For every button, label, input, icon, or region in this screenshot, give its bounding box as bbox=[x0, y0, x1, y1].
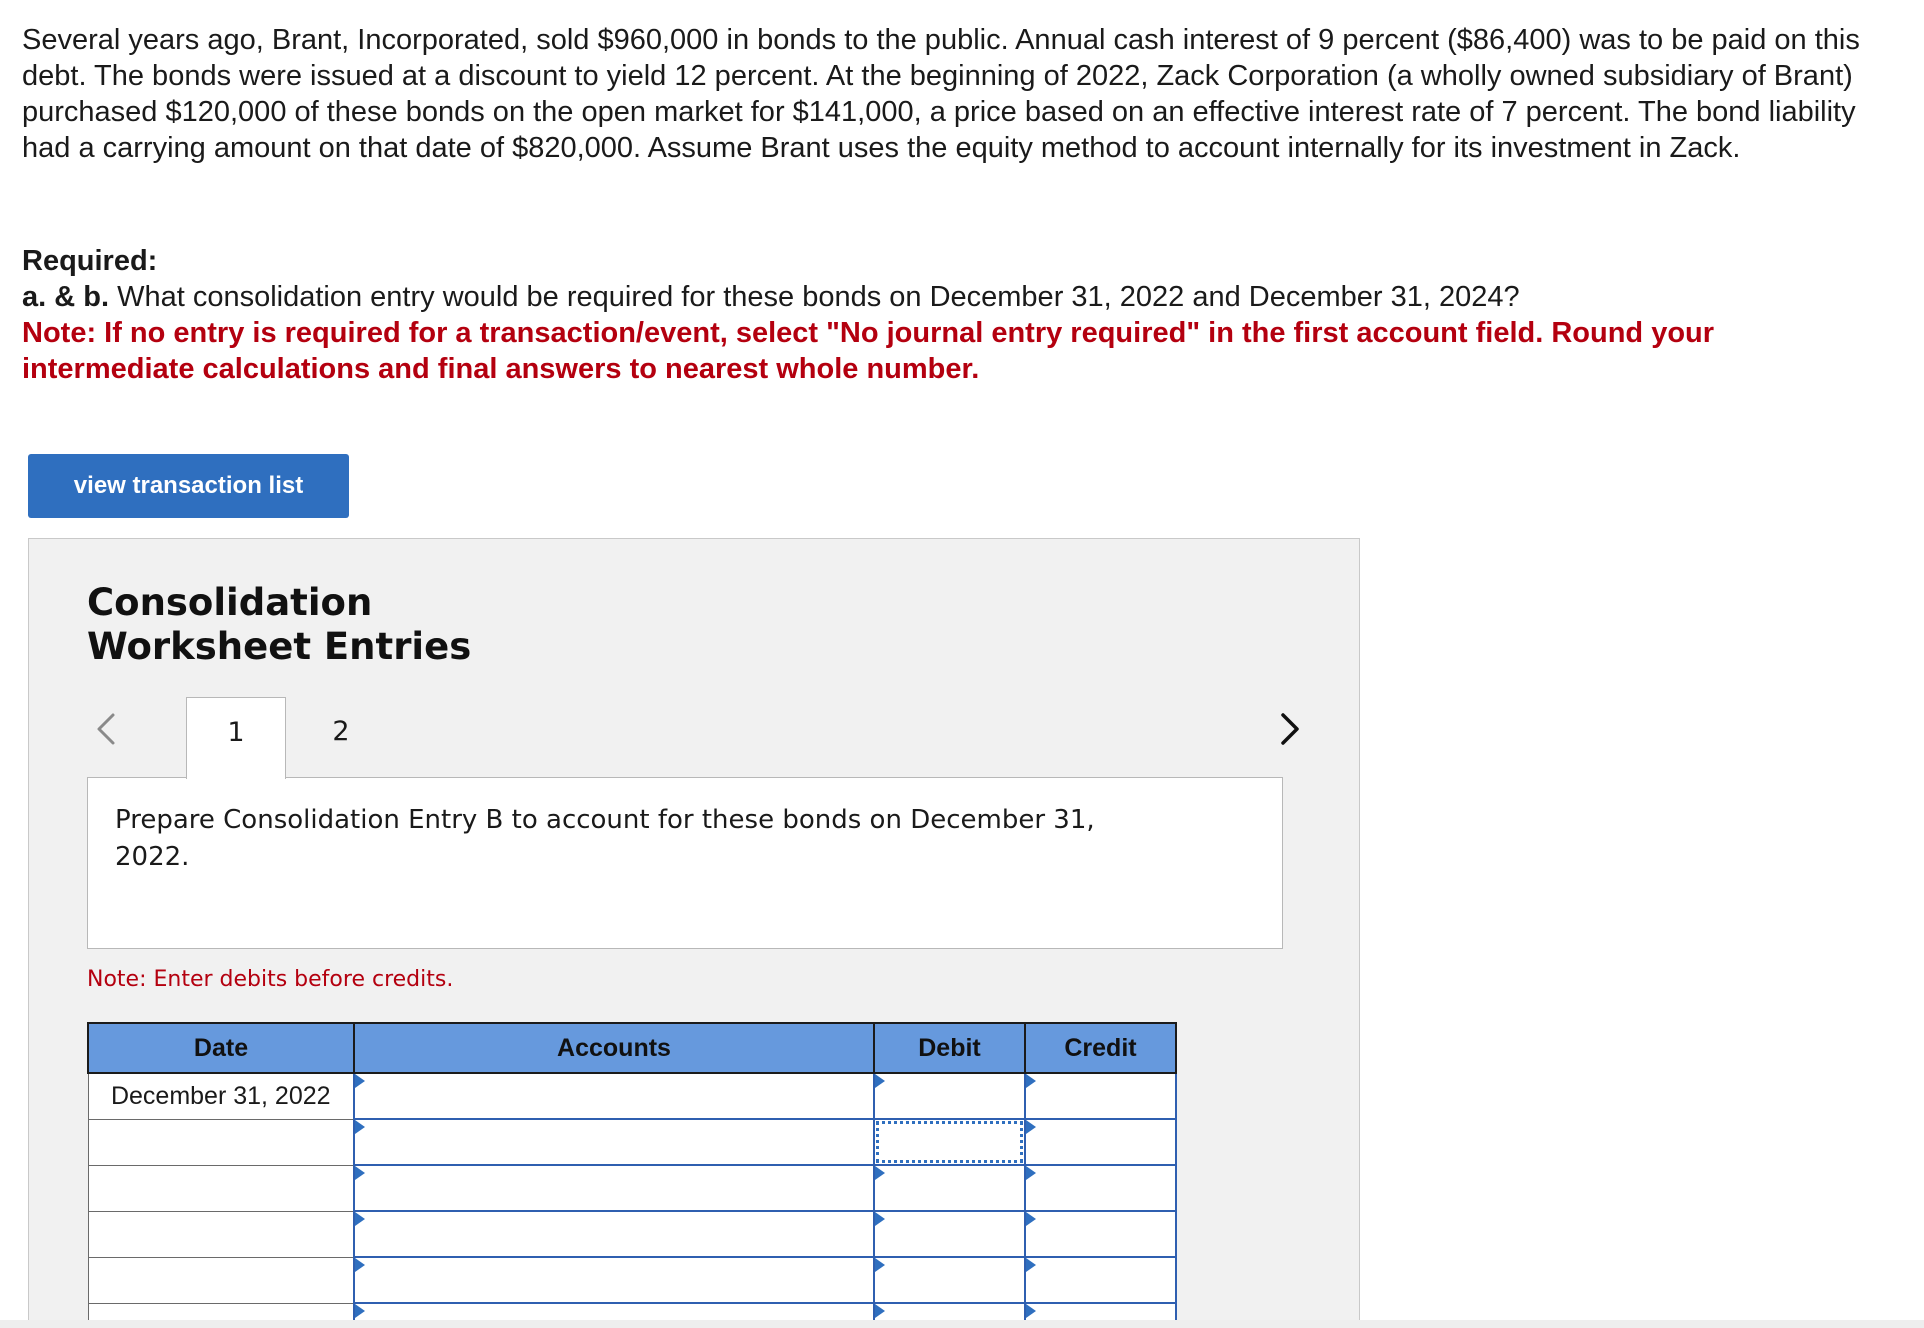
credit-field[interactable] bbox=[1025, 1165, 1176, 1211]
debit-field[interactable] bbox=[874, 1211, 1025, 1257]
table-row bbox=[88, 1119, 1176, 1165]
account-field[interactable] bbox=[354, 1257, 874, 1303]
cell-marker-icon bbox=[1026, 1120, 1036, 1134]
debit-field[interactable] bbox=[874, 1257, 1025, 1303]
row-date bbox=[88, 1211, 354, 1257]
dropdown-marker-icon bbox=[355, 1120, 365, 1134]
cell-marker-icon bbox=[875, 1212, 885, 1226]
chevron-right-icon-graphic bbox=[1269, 709, 1309, 749]
column-header-credit: Credit bbox=[1025, 1023, 1176, 1073]
account-input[interactable] bbox=[355, 1166, 873, 1210]
account-field[interactable] bbox=[354, 1165, 874, 1211]
worksheet-title-line2: Worksheet Entries bbox=[87, 625, 472, 668]
worksheet-title-line1: Consolidation bbox=[87, 581, 373, 624]
cell-marker-icon bbox=[875, 1074, 885, 1088]
cell-marker-icon bbox=[875, 1304, 885, 1318]
row-date bbox=[88, 1257, 354, 1303]
required-part-label: a. & b. bbox=[22, 281, 110, 313]
debit-field[interactable] bbox=[874, 1165, 1025, 1211]
cell-marker-icon bbox=[875, 1166, 885, 1180]
page-bottom-divider bbox=[0, 1320, 1924, 1328]
tab-entry-1[interactable]: 1 bbox=[186, 697, 286, 779]
debit-input[interactable] bbox=[875, 1258, 1024, 1302]
required-question-text: What consolidation entry would be required for these bonds on December 31, 2022 and December 31, 2024? bbox=[117, 281, 1520, 313]
cell-marker-icon bbox=[1026, 1074, 1036, 1088]
debit-field[interactable] bbox=[874, 1073, 1025, 1119]
credit-input[interactable] bbox=[1026, 1212, 1175, 1256]
account-field[interactable] bbox=[354, 1073, 874, 1119]
debits-before-credits-note: Note: Enter debits before credits. bbox=[87, 967, 454, 992]
dropdown-marker-icon bbox=[355, 1166, 365, 1180]
credit-input[interactable] bbox=[1026, 1166, 1175, 1210]
chevron-left-icon-graphic bbox=[87, 709, 127, 749]
required-note: Note: If no entry is required for a transaction/event, select "No journal entry required" in the first account field. Round your intermediate calculations and final answers to nearest whole number. bbox=[22, 317, 1715, 385]
journal-entry-table bbox=[87, 1022, 1177, 1328]
table-header-row bbox=[88, 1023, 1176, 1073]
entry-prompt-box bbox=[87, 777, 1283, 949]
table-row bbox=[88, 1165, 1176, 1211]
chevron-left-icon[interactable] bbox=[87, 709, 127, 749]
debit-input[interactable] bbox=[875, 1074, 1024, 1118]
credit-input[interactable] bbox=[1026, 1074, 1175, 1118]
worksheet-panel bbox=[28, 538, 1360, 1328]
dropdown-marker-icon bbox=[355, 1304, 365, 1318]
cell-marker-icon bbox=[1026, 1212, 1036, 1226]
account-input[interactable] bbox=[355, 1120, 873, 1164]
debit-input[interactable] bbox=[875, 1212, 1024, 1256]
credit-field[interactable] bbox=[1025, 1211, 1176, 1257]
credit-input[interactable] bbox=[1026, 1120, 1175, 1164]
cell-marker-icon bbox=[1026, 1258, 1036, 1272]
credit-field[interactable] bbox=[1025, 1073, 1176, 1119]
column-header-accounts: Accounts bbox=[354, 1023, 874, 1073]
debit-input[interactable] bbox=[875, 1166, 1024, 1210]
problem-statement: Several years ago, Brant, Incorporated, sold $960,000 in bonds to the public. Annual cash interest of 9 percent ($86,400) was to be paid on this debt. The bonds were issued at a discount to yield 12 percent. At the beginning of 2022, Zack Corporation (a wholly owned subsidiary of Brant) purchased $120,000 of these bonds on the open market for $141,000, a price based on an effective interest rate of 7 percent. The bond liability had a carrying amount on that date of $820,000. Assume Brant uses the equity method to account internally for its investment in Zack. bbox=[22, 24, 1860, 164]
account-input[interactable] bbox=[355, 1258, 873, 1302]
credit-field[interactable] bbox=[1025, 1257, 1176, 1303]
required-heading: Required: bbox=[22, 245, 158, 277]
worksheet-title bbox=[87, 581, 471, 669]
entry-prompt: Prepare Consolidation Entry B to account for these bonds on December 31, 2022. bbox=[115, 805, 1095, 872]
row-date: December 31, 2022 bbox=[88, 1073, 354, 1119]
required-question bbox=[22, 279, 1902, 315]
dropdown-marker-icon bbox=[355, 1074, 365, 1088]
column-header-debit: Debit bbox=[874, 1023, 1025, 1073]
debit-input[interactable] bbox=[875, 1120, 1024, 1164]
credit-input[interactable] bbox=[1026, 1258, 1175, 1302]
dropdown-marker-icon bbox=[355, 1212, 365, 1226]
dropdown-marker-icon bbox=[355, 1258, 365, 1272]
credit-field[interactable] bbox=[1025, 1119, 1176, 1165]
account-input[interactable] bbox=[355, 1212, 873, 1256]
column-header-date: Date bbox=[88, 1023, 354, 1073]
cell-marker-icon bbox=[875, 1258, 885, 1272]
cell-marker-icon bbox=[1026, 1304, 1036, 1318]
cell-marker-icon bbox=[1026, 1166, 1036, 1180]
view-transaction-list-button[interactable]: view transaction list bbox=[28, 454, 349, 518]
table-row bbox=[88, 1211, 1176, 1257]
tab-entry-2[interactable]: 2 bbox=[332, 716, 350, 747]
row-date bbox=[88, 1119, 354, 1165]
row-date bbox=[88, 1165, 354, 1211]
chevron-right-icon[interactable] bbox=[1269, 709, 1309, 749]
table-row bbox=[88, 1073, 1176, 1119]
account-input[interactable] bbox=[355, 1074, 873, 1118]
debit-field[interactable] bbox=[874, 1119, 1025, 1165]
table-row bbox=[88, 1257, 1176, 1303]
account-field[interactable] bbox=[354, 1211, 874, 1257]
account-field[interactable] bbox=[354, 1119, 874, 1165]
